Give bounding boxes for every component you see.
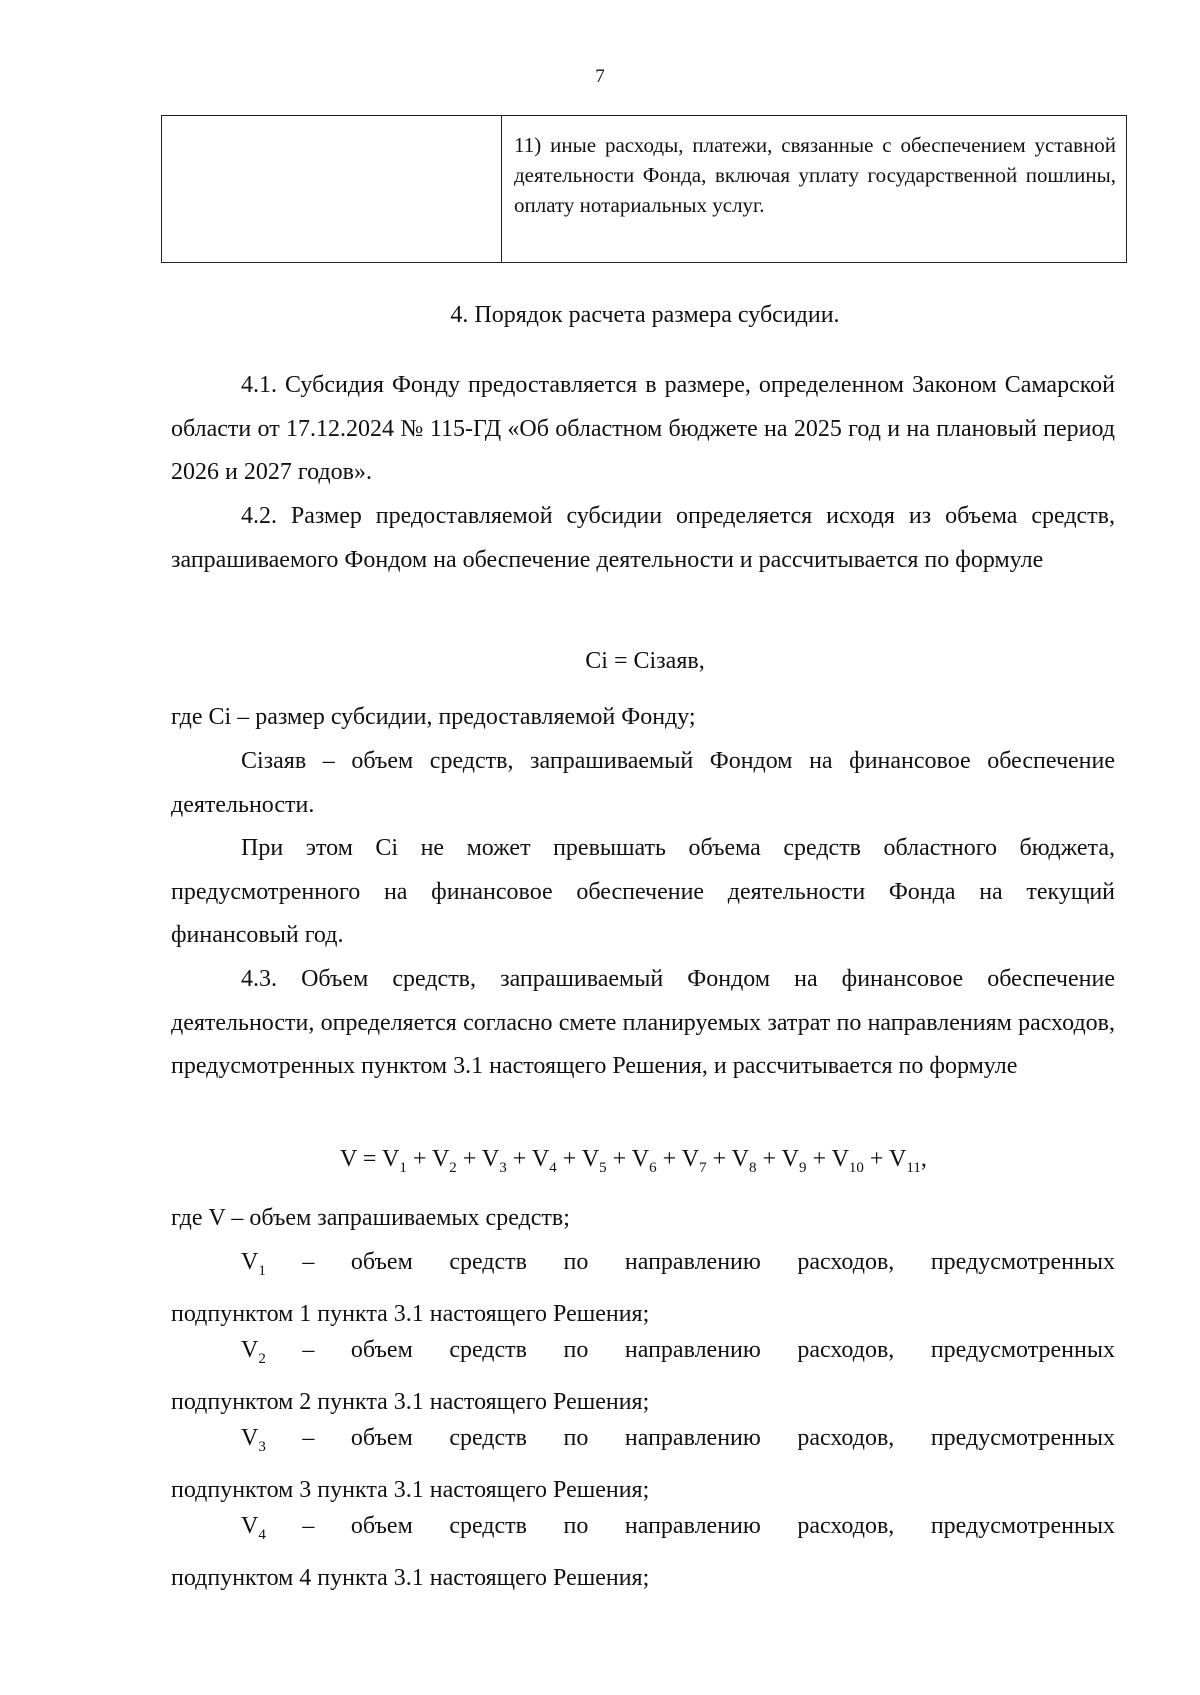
v-item-line-1 [171,1417,1115,1469]
ci-zayav-definition: Ciзаяв – объем средств, запрашиваемый Фондом на финансовое обеспечение деятельности. [171,748,1115,818]
v-item-word: средств [449,1337,527,1363]
v-item-word: направлению [624,1513,761,1539]
expense-table [161,115,1127,263]
formula-v-term: $V_3$ [481,1146,507,1176]
formula-v-term: $V_6$ [631,1146,657,1176]
formula-v-term: $V_7$ [681,1146,707,1176]
formula-v-term: $V_8$ [731,1146,757,1176]
v-item-word: расходов, [797,1249,895,1275]
page-number: 7 [595,66,605,87]
v-item-line-2: подпунктом 4 пункта 3.1 настоящего Решения; [171,1565,650,1592]
formula-v-term: $V_4$ [531,1146,557,1176]
v-item-word: – [302,1337,315,1363]
formula-v-lhs: V = [340,1146,382,1172]
formula-v-operator: + [806,1146,832,1172]
v-item-symbol: $V_1$ [241,1249,266,1279]
v-item-word: средств [449,1425,527,1451]
v-item-3 [171,1417,1115,1513]
v-item-word: объем [350,1425,413,1451]
v-item-word: средств [449,1249,527,1275]
v-item-symbol: $V_4$ [241,1513,266,1543]
v-item-word: направлению [624,1249,761,1275]
formula-v-operator: + [456,1146,482,1172]
v-item-2 [171,1329,1115,1425]
v-item-symbol: $V_2$ [241,1337,266,1367]
paragraph-4-3: 4.3. Объем средств, запрашиваемый Фондом на финансовое обеспечение деятельности, определяется согласно смете планируемых затрат по направлениям расходов, предусмотренных пунктом 3.1 настоящего Решения, и рассчитывается по формуле [171,966,1115,1079]
v-item-word: предусмотренных [930,1337,1115,1363]
section-heading: 4. Порядок расчета размера субсидии. [450,302,840,328]
formula-v-term: $V_5$ [581,1146,607,1176]
formula-v-operator: + [756,1146,782,1172]
formula-v-operator: + [656,1146,682,1172]
formula-v-term: $V_2$ [431,1146,457,1176]
v-item-4 [171,1505,1115,1601]
v-item-word: предусмотренных [930,1425,1115,1451]
v-item-word: по [563,1513,589,1539]
paragraph-4-1: 4.1. Субсидия Фонду предоставляется в размере, определенном Законом Самарской области от 17.12.2024 № 115-ГД «Об областном бюджете на 2025 год и на плановый период 2026 и 2027 годов». [171,372,1115,485]
paragraph-limit: При этом Ci не может превышать объема средств областного бюджета, предусмотренного на финансовое обеспечение деятельности Фонда на текущий финансовый год. [171,835,1115,948]
v-item-word: средств [449,1513,527,1539]
v-item-word: предусмотренных [930,1249,1115,1275]
formula-ci: Ci = Ciзаяв, [585,648,705,674]
table-cell-item-11: 11) иные расходы, платежи, связанные с обеспечением уставной деятельности Фонда, включая уплату государственной пошлины, оплату нотариальных услуг. [514,133,1116,217]
v-item-word: направлению [624,1337,761,1363]
v-item-word: по [563,1425,589,1451]
paragraph-4-2: 4.2. Размер предоставляемой субсидии определяется исходя из объема средств, запрашиваемого Фондом на обеспечение деятельности и рассчитывается по формуле [171,503,1115,573]
v-item-line-2: подпунктом 3 пункта 3.1 настоящего Решения; [171,1477,650,1504]
where-ci: где Ci – размер субсидии, предоставляемой Фонду; [171,704,696,730]
formula-v-term: $V_{10}$ [831,1146,864,1176]
where-v: где V – объем запрашиваемых средств; [171,1205,570,1231]
v-item-word: объем [350,1337,413,1363]
table-column-divider [501,116,502,262]
v-item-line-1 [171,1241,1115,1293]
formula-v-operator: + [606,1146,632,1172]
formula-v-operator: + [506,1146,532,1172]
v-item-line-2: подпунктом 2 пункта 3.1 настоящего Решения; [171,1389,650,1416]
v-item-1 [171,1241,1115,1337]
v-item-word: по [563,1249,589,1275]
v-item-word: объем [350,1513,413,1539]
formula-v-operator: + [556,1146,582,1172]
v-item-symbol: $V_3$ [241,1425,266,1455]
v-item-word: объем [350,1249,413,1275]
v-item-word: – [302,1425,315,1451]
v-item-word: расходов, [797,1337,895,1363]
v-item-word: расходов, [797,1425,895,1451]
v-item-word: по [563,1337,589,1363]
formula-v-term: $V_1$ [382,1146,407,1176]
formula-v-term: $V_{11}$ [889,1146,921,1176]
v-item-word: – [302,1249,315,1275]
v-item-word: предусмотренных [930,1513,1115,1539]
formula-v [340,1146,927,1177]
formula-v-operator: , [920,1146,927,1172]
formula-v-operator: + [863,1146,890,1172]
v-item-line-2: подпунктом 1 пункта 3.1 настоящего Решения; [171,1301,650,1328]
v-item-word: расходов, [797,1513,895,1539]
formula-v-term: $V_9$ [781,1146,807,1176]
formula-v-operator: + [406,1146,432,1172]
v-item-line-1 [171,1505,1115,1557]
v-item-word: – [302,1513,315,1539]
formula-v-operator: + [706,1146,732,1172]
v-item-word: направлению [624,1425,761,1451]
v-item-line-1 [171,1329,1115,1381]
